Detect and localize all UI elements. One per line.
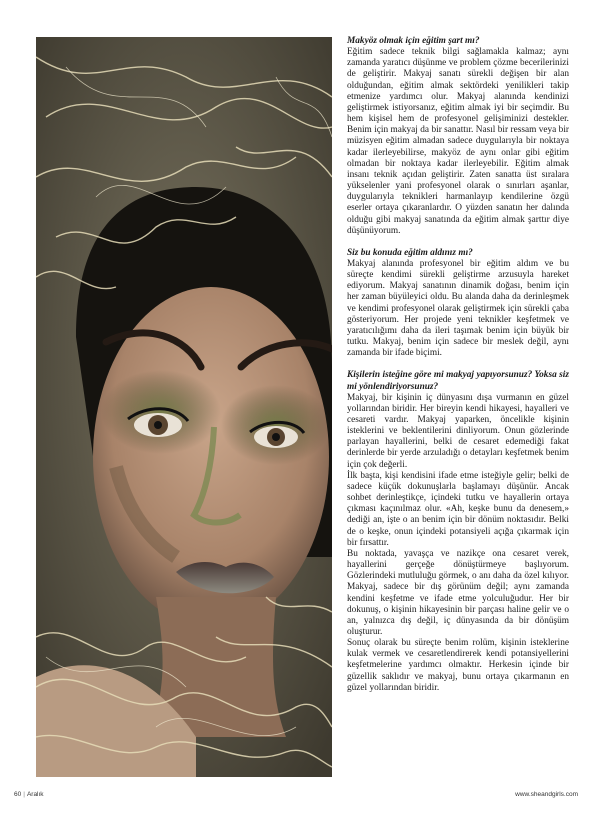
question-did-you-train: Siz bu konuda eğitim aldınız mı? bbox=[347, 247, 473, 258]
article-column bbox=[347, 36, 569, 694]
answer-client-wishes-paragraph-1: Makyaj, bir kişinin iç dünyasını dışa vurmanın en güzel yollarından biridir. Her bireyin kendi hikayesi, hayalleri ve cesareti vardır. Makyaj yaparken, öncelikle kişinin isteklerini ve beklentilerini dinliyorum. Onun gözlerinde parlayan hayallerini, belki de cesaret edemediği fakat derinlerde bir yerde arzuladığı o detayları keşfetmek benim için çok değerli. bbox=[347, 392, 569, 470]
page-footer-left bbox=[14, 791, 44, 798]
makeup-portrait-photo bbox=[36, 37, 332, 777]
portrait-illustration bbox=[36, 37, 332, 777]
footer-divider: | bbox=[23, 791, 25, 798]
answer-client-wishes-paragraph-3: Bu noktada, yavaşça ve nazikçe ona cesaret verek, hayallerini gerçeğe dönüştürmeye başlıyorum. Gözlerindeki mutluluğu görmek, o anı daha da özel kılıyor. Makyaj, sadece bir dış görünüm değil; aynı zamanda kendini keşfetme ve ifade etme yolculuğudur. Her bir dokunuş, o kişinin hikayesinin bir parçası haline gelir ve o an, yalnızca dış değil, iç dünyasında da bir dönüşüm oluşturur. bbox=[347, 548, 569, 637]
answer-did-you-train: Makyaj alanında profesyonel bir eğitim aldım ve bu süreçte kendimi sürekli geliştirme arzusuyla hareket ediyorum. Makyaj sanatının dinamik doğası, benim için her zaman büyüleyici oldu. Bu alanda daha da derinleşmek ve kendimi profesyonel olarak geliştirmek için sürekli çaba gösteriyorum. Her projede yeni teknikler keşfetmek ve yaratıcılığımı daha da ileri taşımak benim için büyük bir tutku. Makyaj, benim için sadece bir meslek değil, aynı zamanda bir ifade biçimi. bbox=[347, 258, 569, 359]
answer-client-wishes-paragraph-4: Sonuç olarak bu süreçte benim rolüm, kişinin isteklerine kulak vermek ve cesaretlendirerek kendi potansiyellerini keşfetmelerine yardımcı olmaktır. Herkesin içinde bir güzellik saklıdır ve makyaj, bunu ortaya çıkarmanın en güzel yollarından biridir. bbox=[347, 638, 569, 693]
website-url[interactable]: www.sheandgirls.com bbox=[515, 791, 578, 798]
question-education-required: Makyöz olmak için eğitim şart mı? bbox=[347, 36, 480, 46]
issue-month: Aralık bbox=[26, 791, 44, 798]
answer-client-wishes-paragraph-2: İlk başta, kişi kendisini ifade etme isteğiyle gelir; belki de sadece küçük dokunuşlarla başlamayı düşünür. Ancak sohbet derinleştikçe, içindeki tutku ve hayallerin ortaya çıkması kaçınılmaz olur. «Ah, keşke bunu da denesem,» dediği an, işte o an benim için bir dönüm noktasıdır. Belki de o keşke, onun içindeki potansiyeli açığa çıkarmak için bir fırsattır. bbox=[347, 470, 569, 548]
page-number: 60 bbox=[14, 791, 22, 798]
answer-education-required: Eğitim sadece teknik bilgi sağlamakla kalmaz; aynı zamanda yaratıcı düşünme ve problem çözme becerilerinizi de geliştirir. Makyaj sanatı sürekli değişen bir alan olduğundan, eğitim almak sektördeki yenilikleri takip etmenize yardımcı olur. Makyaj alanında kendinizi geliştirmek istiyorsanız, eğitim almak iyi bir seçimdir. Bu hem kişisel hem de profesyonel gelişiminizi destekler. Benim için makyaj da bir sanattır. Nasıl bir ressam veya bir müzisyen eğitim almadan sadece duygularıyla bir noktaya kadar ilerleyebilirse, makyöz de aynı onlar gibi eğitim olmadan bir noktaya kadar ilerleyebilir. Eğitim almak insanı teknik açıdan geliştirir. Zaten sanatta üst sıralara yükselenler yani profesyonel olarak o sınırları aşanlar, duygularıyla teknikleri harmanlayıp kendilerine özgü eserler ortaya çıkaranlardır. O yüzden sanatın her dalında olduğu gibi makyaj sanatında da eğitim almak şarttır diye düşünüyorum. bbox=[347, 47, 569, 236]
question-client-wishes: Kişilerin isteğine göre mi makyaj yapıyorsunuz? Yoksa siz mi yönlendiriyorsunuz? bbox=[347, 370, 569, 392]
